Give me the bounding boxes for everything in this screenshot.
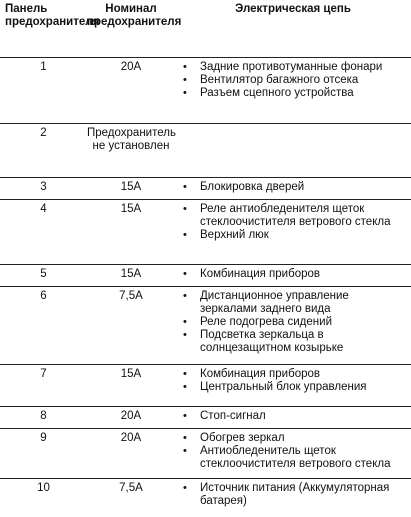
circuit-label: Блокировка дверей — [200, 181, 305, 193]
circuit-label: Разъем сцепного устройства — [200, 87, 354, 99]
circuit-cell — [175, 365, 411, 407]
circuit-label: Обогрев зеркал — [200, 432, 285, 444]
circuit-list — [175, 482, 407, 508]
circuit-cell — [175, 407, 411, 429]
table-row — [0, 265, 411, 287]
fuse-rating: 7,5А — [119, 482, 143, 494]
table-row — [0, 407, 411, 429]
bullet-icon: • — [183, 61, 187, 73]
circuit-cell — [175, 178, 411, 200]
fuse-rating: 15А — [87, 365, 175, 407]
circuit-cell — [175, 58, 411, 124]
circuit-list — [175, 181, 407, 194]
fuse-rating: 20А — [87, 407, 175, 429]
circuit-list — [175, 410, 407, 423]
list-item — [175, 329, 407, 355]
fuse-rating: 7,5А — [87, 287, 175, 365]
circuit-label: Подсветка зеркальца в солнцезащитном козырьке — [200, 329, 344, 354]
list-item — [175, 368, 407, 381]
table-row — [0, 479, 411, 515]
list-item — [175, 482, 407, 508]
circuit-label: Дистанционное управление зеркалами заднего вида — [200, 290, 349, 315]
header-rating: Номинал предохранителя — [87, 0, 175, 58]
panel-number: 6 — [0, 287, 87, 365]
panel-number: 1 — [0, 58, 87, 124]
circuit-label: Реле подогрева сидений — [200, 316, 332, 328]
circuit-list — [175, 368, 407, 394]
bullet-icon: • — [183, 181, 187, 193]
list-item — [175, 229, 407, 242]
list-item — [175, 203, 407, 229]
list-item — [175, 74, 407, 87]
bullet-icon: • — [183, 203, 187, 215]
table-row — [0, 429, 411, 479]
table-row — [0, 287, 411, 365]
list-item — [175, 381, 407, 394]
circuit-label: Комбинация приборов — [200, 268, 320, 280]
bullet-icon: • — [183, 74, 187, 86]
bullet-icon: • — [183, 445, 187, 457]
circuit-list — [175, 61, 407, 100]
table-body — [0, 58, 411, 515]
list-item — [175, 290, 407, 316]
bullet-icon: • — [183, 482, 187, 494]
bullet-icon: • — [183, 329, 187, 341]
bullet-icon: • — [183, 432, 187, 444]
circuit-label: Центральный блок управления — [200, 381, 367, 393]
panel-number: 2 — [0, 124, 87, 178]
circuit-cell — [175, 429, 411, 479]
bullet-icon: • — [183, 290, 187, 302]
panel-number: 8 — [0, 407, 87, 429]
circuit-label: Антиобледенитель щеток стеклоочистителя ветрового стекла — [200, 445, 391, 470]
panel-number: 9 — [0, 429, 87, 479]
panel-number: 4 — [0, 200, 87, 265]
bullet-icon: • — [183, 87, 187, 99]
circuit-list — [175, 432, 407, 471]
fuse-rating: 20А — [87, 429, 175, 479]
list-item — [175, 316, 407, 329]
circuit-label: Источник питания (Аккумуляторная батарея) — [200, 482, 390, 507]
fuse-rating: 15А — [87, 200, 175, 265]
bullet-icon: • — [183, 229, 187, 241]
panel-number: 5 — [0, 265, 87, 287]
bullet-icon: • — [183, 381, 187, 393]
circuit-label: Реле антиобледенителя щеток стеклоочистителя ветрового стекла — [200, 203, 391, 228]
panel-number: 10 — [37, 482, 50, 494]
circuit-label: Вентилятор багажного отсека — [200, 74, 359, 86]
circuit-list — [175, 268, 407, 281]
bullet-icon: • — [183, 268, 187, 280]
table-row — [0, 58, 411, 124]
circuit-label: Стоп-сигнал — [200, 410, 266, 422]
circuit-label: Верхний люк — [200, 229, 269, 241]
list-item — [175, 61, 407, 74]
list-item — [175, 87, 407, 100]
fuse-rating: 15А — [87, 265, 175, 287]
list-item — [175, 181, 407, 194]
header-panel: Панель предохранителя — [0, 0, 87, 58]
circuit-label: Комбинация приборов — [200, 368, 320, 380]
table-row — [0, 365, 411, 407]
circuit-cell — [175, 287, 411, 365]
bullet-icon: • — [183, 410, 187, 422]
header-circuit: Электрическая цепь — [175, 0, 411, 58]
circuit-cell — [175, 265, 411, 287]
panel-number: 3 — [0, 178, 87, 200]
list-item — [175, 268, 407, 281]
list-item — [175, 445, 407, 471]
bullet-icon: • — [183, 368, 187, 380]
fuse-rating: 15А — [87, 178, 175, 200]
circuit-cell — [175, 200, 411, 265]
table-row — [0, 200, 411, 265]
list-item — [175, 432, 407, 445]
table-header-row — [0, 0, 411, 58]
circuit-list — [175, 203, 407, 242]
circuit-label: Задние противотуманные фонари — [200, 61, 383, 73]
fuse-rating: Предохранитель не установлен — [87, 124, 175, 178]
circuit-cell — [175, 124, 411, 178]
circuit-cell — [175, 479, 411, 515]
list-item — [175, 410, 407, 423]
circuit-list — [175, 290, 407, 355]
panel-number: 7 — [0, 365, 87, 407]
table-row — [0, 178, 411, 200]
bullet-icon: • — [183, 316, 187, 328]
fuse-rating: 20А — [87, 58, 175, 124]
table-row — [0, 124, 411, 178]
